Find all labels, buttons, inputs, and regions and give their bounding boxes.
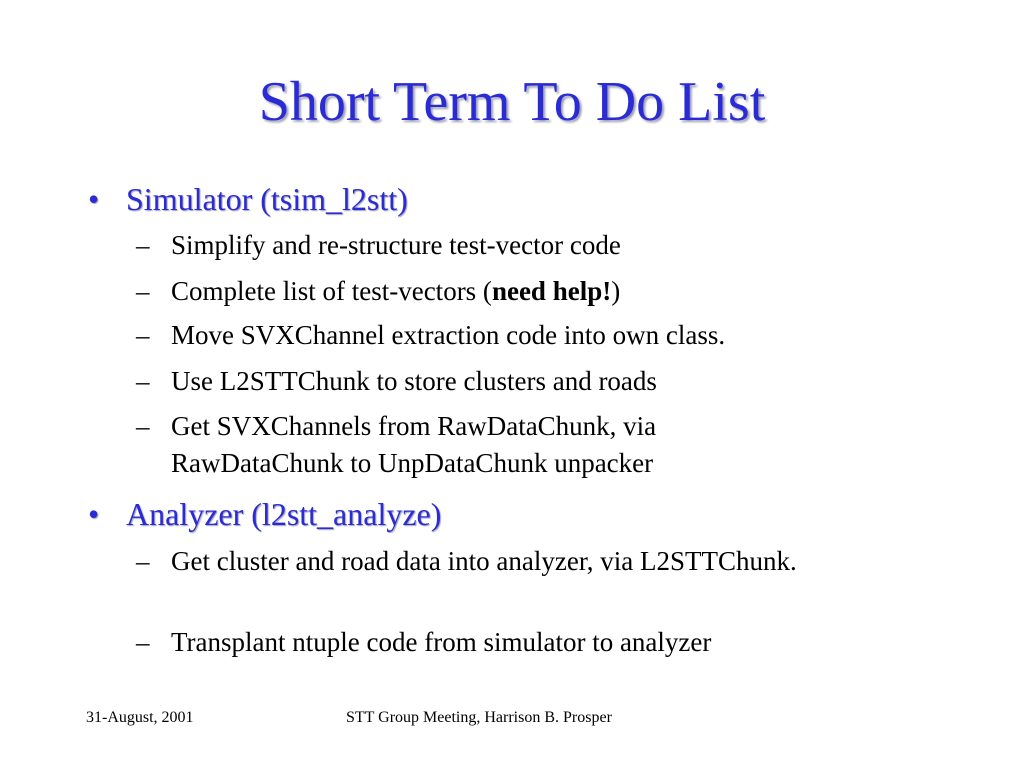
section-heading-analyzer [88, 495, 441, 533]
list-item [136, 317, 896, 354]
section-heading-text: Simulator (tsim_l2stt) [126, 181, 408, 217]
list-item-text: Get cluster and road data into analyzer, via L2STTChunk. [171, 546, 797, 576]
bullet-icon: • [88, 496, 100, 532]
section-heading-simulator [88, 180, 408, 218]
dash-icon: – [136, 320, 150, 350]
list-item [136, 624, 896, 661]
section-heading-text: Analyzer (l2stt_analyze) [126, 496, 442, 532]
list-item [136, 408, 816, 482]
list-item [136, 363, 896, 400]
dash-icon: – [136, 411, 150, 441]
dash-icon: – [136, 546, 150, 576]
list-item-text: Move SVXChannel extraction code into own class. [171, 320, 726, 350]
bullet-icon: • [88, 181, 100, 217]
dash-icon: – [136, 366, 150, 396]
list-item-text: Use L2STTChunk to store clusters and roads [171, 366, 657, 396]
list-item-text-part: ) [611, 276, 621, 306]
dash-icon: – [136, 276, 150, 306]
slide-title: Short Term To Do List [258, 71, 766, 133]
list-item-text: Simplify and re-structure test-vector code [171, 230, 621, 260]
list-item-text: Get SVXChannels from RawDataChunk, via RawDataChunk to UnpDataChunk unpacker [171, 411, 657, 478]
list-item-text-part: Complete list of test-vectors ( [171, 276, 492, 306]
footer-meeting: STT Group Meeting, Harrison B. Prosper [346, 709, 612, 726]
dash-icon: – [136, 627, 150, 657]
footer-date: 31-August, 2001 [86, 709, 194, 726]
list-item [136, 227, 896, 264]
list-item-emphasis: need help! [491, 276, 612, 306]
list-item [136, 273, 896, 310]
list-item [136, 543, 816, 580]
list-item-text: Transplant ntuple code from simulator to analyzer [171, 627, 712, 657]
dash-icon: – [136, 230, 150, 260]
list-item-text [171, 273, 896, 310]
